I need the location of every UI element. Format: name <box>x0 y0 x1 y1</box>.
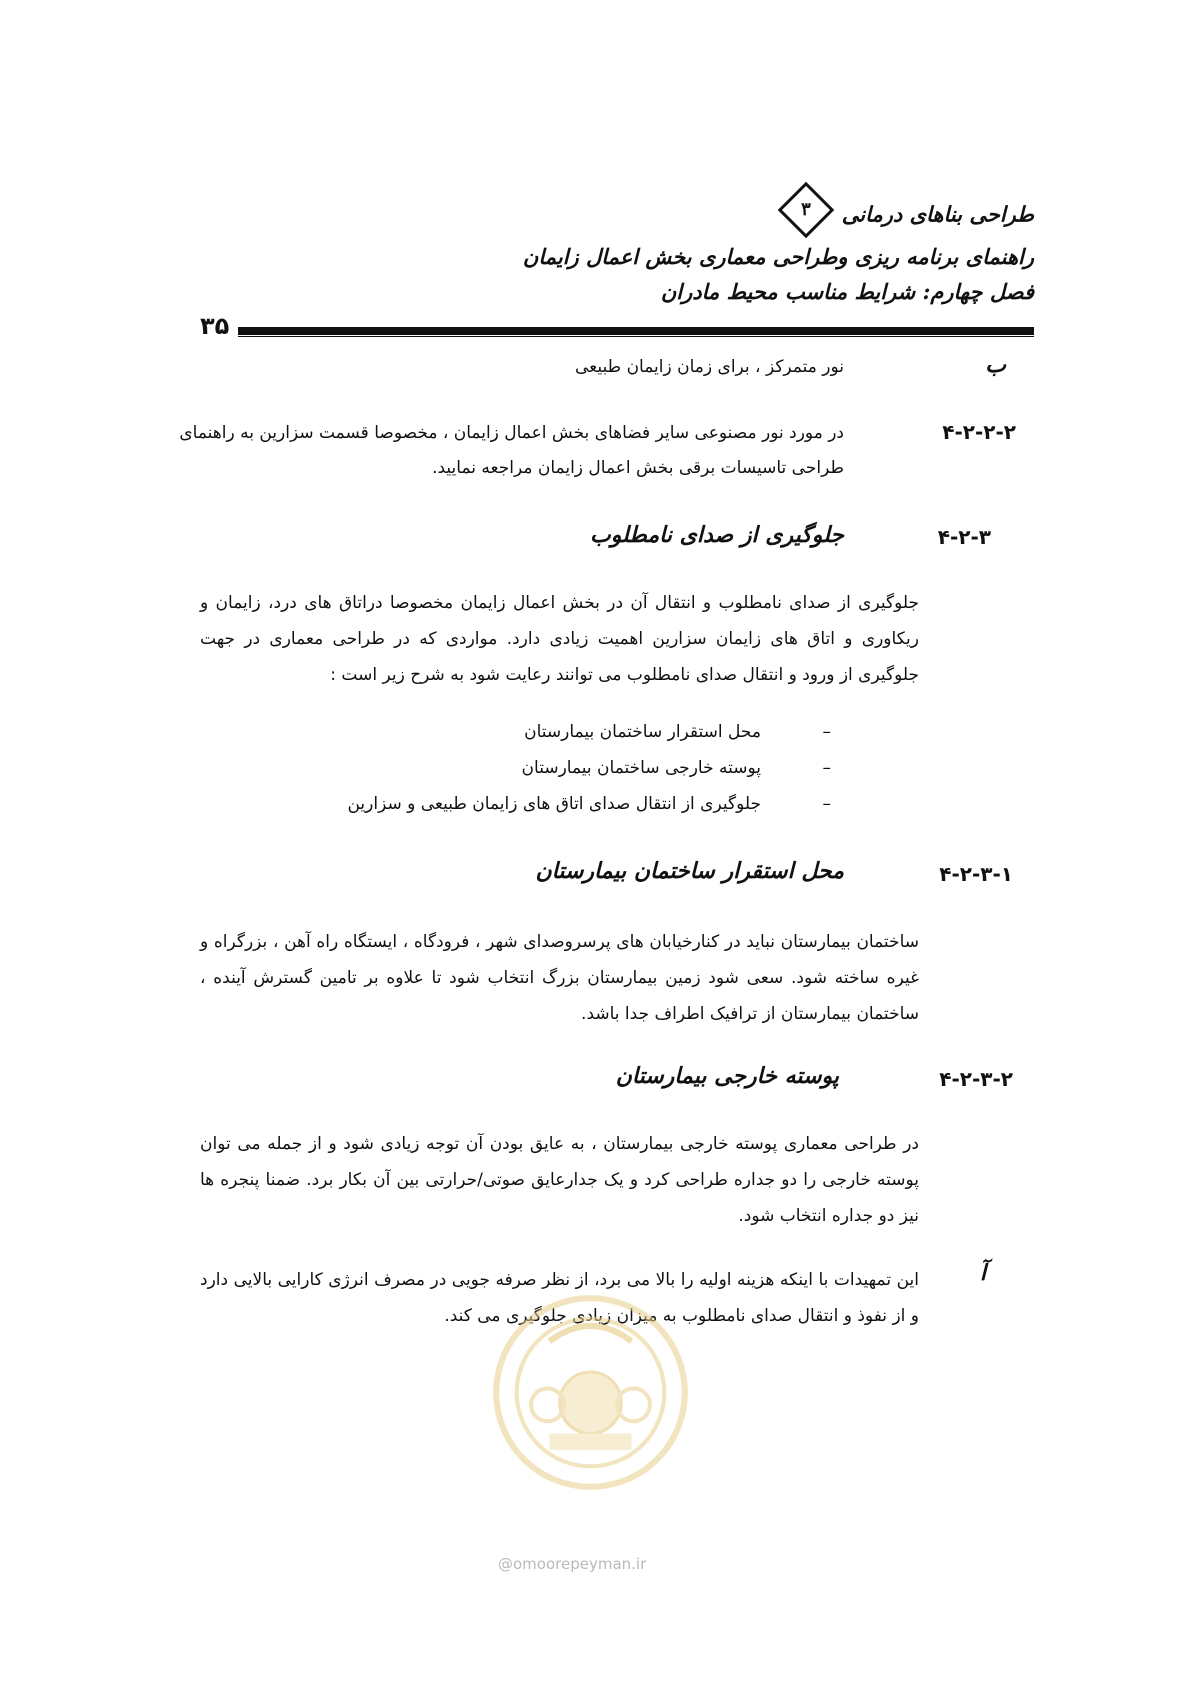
section-4-2-2-2-line2: طراحی تاسیسات برقی بخش اعمال زایمان مراجعه نمایید. <box>432 458 844 478</box>
guide-title: راهنمای برنامه ریزی وطراحی معماری بخش اعمال زایمان <box>522 244 1034 269</box>
item-b-label: ب <box>985 352 1006 378</box>
volume-badge <box>778 182 835 239</box>
watermark-seal-icon <box>488 1290 693 1495</box>
section-4-2-3-2-paragraph: در طراحی معماری پوسته خارجی بیمارستان ، به عایق بودن آن توجه زیادی شود و از جمله می توان پوسته خارجی را دو جداره طراحی کرد و یک جدارعایق صوتی/حرارتی بین آن بکار برد. ضمنا پنجره ها نیز دو جداره انتخاب شود. <box>200 1134 919 1226</box>
item-a-paragraph: این تمهیدات با اینکه هزینه اولیه را بالا می برد، از نظر صرفه جویی در مصرف انرژی کارایی بالایی دارد و از نفوذ و انتقال صدای نامطلوب به میزان زیادی جلوگیری می کند. <box>200 1270 919 1326</box>
bullet-dash: – <box>822 722 831 742</box>
section-4-2-3-1-number: ۴-۲-۳-۱ <box>939 862 1013 886</box>
bullet-item: محل استقرار ساختمان بیمارستان <box>524 722 761 742</box>
chapter-title: فصل چهارم: شرایط مناسب محیط مادران <box>660 279 1034 304</box>
book-title <box>200 196 1034 236</box>
section-4-2-3-title: جلوگیری از صدای نامطلوب <box>589 522 844 548</box>
section-4-2-2-2-line1: در مورد نور مصنوعی سایر فضاهای بخش اعمال زایمان ، مخصوصا قسمت سزارین به راهنمای <box>179 423 844 443</box>
section-4-2-3-1-title: محل استقرار ساختمان بیمارستان <box>535 858 844 884</box>
item-b-text: نور متمرکز ، برای زمان زایمان طبیعی <box>575 357 844 377</box>
bullet-item: پوسته خارجی ساختمان بیمارستان <box>521 758 761 778</box>
bullet-dash: – <box>822 758 831 778</box>
watermark-site-text: @omoorepeyman.ir <box>498 1555 647 1573</box>
section-4-2-3-1-paragraph: ساختمان بیمارستان نباید در کنارخیابان های پرسروصدای شهر ، فرودگاه ، ایستگاه راه آهن ، بزرگراه و غیره ساخته شود. سعی شود زمین بیمارستان بزرگ انتخاب شود تا علاوه بر تامین گسترش آینده ، ساختمان بیمارستان از ترافیک اطراف جدا باشد. <box>200 932 919 1024</box>
header-rule <box>238 327 1034 335</box>
book-title-text: طراحی بناهای درمانی <box>841 201 1034 227</box>
section-4-2-2-2-number: ۴-۲-۲-۲ <box>942 420 1016 444</box>
section-4-2-3-2-title: پوسته خارجی بیمارستان <box>615 1063 839 1089</box>
header-rule-thin <box>238 336 1034 337</box>
section-4-2-3-paragraph: جلوگیری از صدای نامطلوب و انتقال آن در بخش اعمال زایمان مخصوصا دراتاق های درد، زایمان و ریکاوری و اتاق های زایمان سزارین اهمیت زیادی دارد. مواردی که در طراحی معماری در جهت جلوگیری از ورود و انتقال صدای نامطلوب می توانند رعایت شود به شرح زیر است : <box>200 593 919 685</box>
bullet-item: جلوگیری از انتقال صدای اتاق های زایمان طبیعی و سزارین <box>347 794 761 814</box>
bullet-dash: – <box>822 794 831 814</box>
item-a-label: آ <box>979 1260 986 1286</box>
volume-number: ۳ <box>801 199 812 220</box>
page-number: ۳۵ <box>200 312 230 340</box>
section-4-2-3-2-number: ۴-۲-۳-۲ <box>939 1067 1013 1091</box>
section-4-2-3-number: ۴-۲-۳ <box>937 525 991 549</box>
